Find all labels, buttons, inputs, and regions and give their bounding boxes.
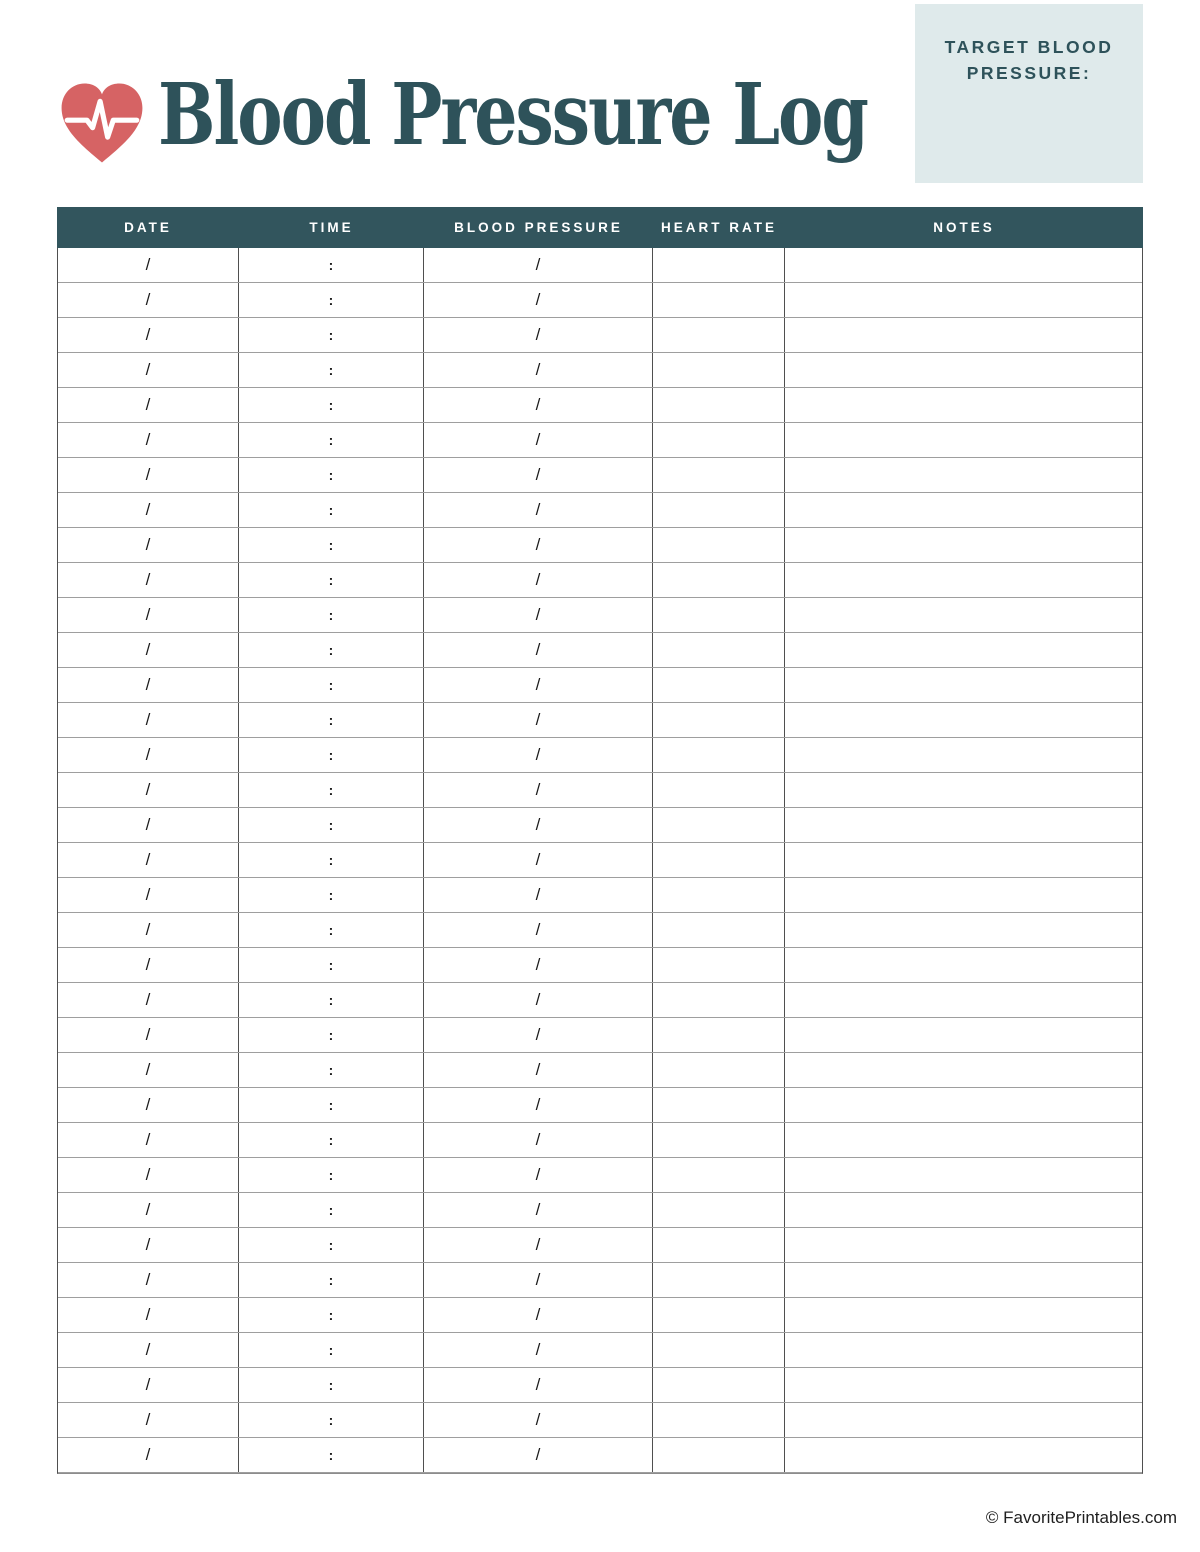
blood-pressure-cell[interactable]: / — [424, 1193, 653, 1227]
notes-cell[interactable] — [785, 1368, 1142, 1402]
notes-cell[interactable] — [785, 318, 1142, 352]
heart-rate-cell[interactable] — [653, 668, 785, 702]
blood-pressure-cell[interactable]: / — [424, 1368, 653, 1402]
table-row — [58, 1333, 1142, 1368]
heart-rate-cell[interactable] — [653, 843, 785, 877]
column-header-date: DATE — [124, 220, 172, 235]
time-cell[interactable]: : — [239, 843, 424, 877]
table-row — [58, 1088, 1142, 1123]
notes-cell[interactable] — [785, 458, 1142, 492]
table-row — [58, 1298, 1142, 1333]
table-row — [58, 633, 1142, 668]
table-row — [58, 1438, 1142, 1473]
time-cell[interactable]: : — [239, 1193, 424, 1227]
table-row — [58, 843, 1142, 878]
blood-pressure-cell[interactable]: / — [424, 1088, 653, 1122]
notes-cell[interactable] — [785, 1018, 1142, 1052]
time-cell[interactable]: : — [239, 773, 424, 807]
time-cell[interactable]: : — [239, 1158, 424, 1192]
date-cell[interactable]: / — [58, 633, 239, 667]
blood-pressure-cell[interactable]: / — [424, 738, 653, 772]
blood-pressure-cell[interactable]: / — [424, 1403, 653, 1437]
time-cell[interactable]: : — [239, 1333, 424, 1367]
table-row — [58, 1228, 1142, 1263]
notes-cell[interactable] — [785, 808, 1142, 842]
blood-pressure-cell[interactable]: / — [424, 423, 653, 457]
footer-credit: © FavoritePrintables.com — [985, 1508, 1177, 1527]
date-cell[interactable]: / — [58, 703, 239, 737]
date-cell[interactable]: / — [58, 388, 239, 422]
blood-pressure-cell[interactable]: / — [424, 1228, 653, 1262]
blood-pressure-cell[interactable]: / — [424, 1123, 653, 1157]
table-row — [58, 1193, 1142, 1228]
date-cell[interactable]: / — [58, 563, 239, 597]
notes-cell[interactable] — [785, 598, 1142, 632]
time-cell[interactable]: : — [239, 598, 424, 632]
date-cell[interactable]: / — [58, 1298, 239, 1332]
heart-rate-cell[interactable] — [653, 633, 785, 667]
time-cell[interactable]: : — [239, 1368, 424, 1402]
table-row — [58, 1053, 1142, 1088]
table-row — [58, 423, 1142, 458]
date-cell[interactable]: / — [58, 353, 239, 387]
heart-rate-cell[interactable] — [653, 528, 785, 562]
time-cell[interactable]: : — [239, 633, 424, 667]
notes-cell[interactable] — [785, 423, 1142, 457]
blood-pressure-cell[interactable]: / — [424, 1298, 653, 1332]
blood-pressure-cell[interactable]: / — [424, 668, 653, 702]
blood-pressure-cell[interactable]: / — [424, 1053, 653, 1087]
heart-rate-cell[interactable] — [653, 1438, 785, 1472]
table-row — [58, 983, 1142, 1018]
date-cell[interactable]: / — [58, 1333, 239, 1367]
time-cell[interactable]: : — [239, 983, 424, 1017]
time-cell[interactable]: : — [239, 808, 424, 842]
table-body — [57, 248, 1143, 1474]
heart-rate-cell[interactable] — [653, 248, 785, 282]
blood-pressure-cell[interactable]: / — [424, 983, 653, 1017]
notes-cell[interactable] — [785, 1438, 1142, 1472]
time-cell[interactable]: : — [239, 1438, 424, 1472]
table-header-row — [57, 207, 1143, 248]
notes-cell[interactable] — [785, 1403, 1142, 1437]
blood-pressure-cell[interactable]: / — [424, 773, 653, 807]
date-cell[interactable]: / — [58, 423, 239, 457]
column-header-heart-rate: HEART RATE — [661, 220, 777, 235]
notes-cell[interactable] — [785, 493, 1142, 527]
table-row — [58, 353, 1142, 388]
table-row — [58, 913, 1142, 948]
table-row — [58, 598, 1142, 633]
table-row — [58, 318, 1142, 353]
heart-rate-cell[interactable] — [653, 1368, 785, 1402]
date-cell[interactable]: / — [58, 1053, 239, 1087]
time-cell[interactable]: : — [239, 1053, 424, 1087]
table-row — [58, 808, 1142, 843]
time-cell[interactable]: : — [239, 1228, 424, 1262]
heart-rate-cell[interactable] — [653, 1403, 785, 1437]
notes-cell[interactable] — [785, 1088, 1142, 1122]
blood-pressure-cell[interactable]: / — [424, 948, 653, 982]
heart-rate-cell[interactable] — [653, 1053, 785, 1087]
table-row — [58, 1158, 1142, 1193]
heart-rate-cell[interactable] — [653, 773, 785, 807]
heart-rate-cell[interactable] — [653, 878, 785, 912]
time-cell[interactable]: : — [239, 528, 424, 562]
table-row — [58, 738, 1142, 773]
date-cell[interactable]: / — [58, 738, 239, 772]
date-cell[interactable]: / — [58, 1123, 239, 1157]
notes-cell[interactable] — [785, 878, 1142, 912]
time-cell[interactable]: : — [239, 423, 424, 457]
blood-pressure-cell[interactable]: / — [424, 388, 653, 422]
notes-cell[interactable] — [785, 1263, 1142, 1297]
blood-pressure-cell[interactable]: / — [424, 598, 653, 632]
notes-cell[interactable] — [785, 668, 1142, 702]
table-row — [58, 878, 1142, 913]
time-cell[interactable]: : — [239, 388, 424, 422]
time-cell[interactable]: : — [239, 703, 424, 737]
heart-rate-cell[interactable] — [653, 388, 785, 422]
heart-pulse-icon — [55, 74, 149, 172]
target-blood-pressure-box — [915, 4, 1143, 183]
time-cell[interactable]: : — [239, 318, 424, 352]
table-row — [58, 1368, 1142, 1403]
notes-cell[interactable] — [785, 738, 1142, 772]
date-cell[interactable]: / — [58, 668, 239, 702]
table-row — [58, 1403, 1142, 1438]
time-cell[interactable]: : — [239, 738, 424, 772]
table-row — [58, 703, 1142, 738]
date-cell[interactable]: / — [58, 458, 239, 492]
blood-pressure-cell[interactable]: / — [424, 283, 653, 317]
blood-pressure-cell[interactable]: / — [424, 843, 653, 877]
blood-pressure-cell[interactable]: / — [424, 248, 653, 282]
date-cell[interactable]: / — [58, 843, 239, 877]
notes-cell[interactable] — [785, 1298, 1142, 1332]
heart-rate-cell[interactable] — [653, 1263, 785, 1297]
blood-pressure-cell[interactable]: / — [424, 1018, 653, 1052]
table-row — [58, 1018, 1142, 1053]
heart-rate-cell[interactable] — [653, 563, 785, 597]
date-cell[interactable]: / — [58, 493, 239, 527]
heart-rate-cell[interactable] — [653, 808, 785, 842]
table-row — [58, 773, 1142, 808]
heart-rate-cell[interactable] — [653, 1333, 785, 1367]
notes-cell[interactable] — [785, 1123, 1142, 1157]
time-cell[interactable]: : — [239, 1123, 424, 1157]
time-cell[interactable]: : — [239, 563, 424, 597]
time-cell[interactable]: : — [239, 668, 424, 702]
column-header-blood-pressure: BLOOD PRESSURE — [454, 220, 623, 235]
date-cell[interactable]: / — [58, 1193, 239, 1227]
blood-pressure-cell[interactable]: / — [424, 318, 653, 352]
heart-rate-cell[interactable] — [653, 948, 785, 982]
heart-rate-cell[interactable] — [653, 318, 785, 352]
notes-cell[interactable] — [785, 248, 1142, 282]
notes-cell[interactable] — [785, 983, 1142, 1017]
notes-cell[interactable] — [785, 948, 1142, 982]
heart-rate-cell[interactable] — [653, 1158, 785, 1192]
table-row — [58, 668, 1142, 703]
date-cell[interactable]: / — [58, 1368, 239, 1402]
blood-pressure-cell[interactable]: / — [424, 808, 653, 842]
notes-cell[interactable] — [785, 528, 1142, 562]
blood-pressure-log-table — [57, 207, 1143, 1474]
notes-cell[interactable] — [785, 1333, 1142, 1367]
notes-cell[interactable] — [785, 1053, 1142, 1087]
blood-pressure-cell[interactable]: / — [424, 633, 653, 667]
notes-cell[interactable] — [785, 913, 1142, 947]
blood-pressure-cell[interactable]: / — [424, 913, 653, 947]
heart-rate-cell[interactable] — [653, 1298, 785, 1332]
time-cell[interactable]: : — [239, 1263, 424, 1297]
notes-cell[interactable] — [785, 703, 1142, 737]
heart-rate-cell[interactable] — [653, 1088, 785, 1122]
date-cell[interactable]: / — [58, 318, 239, 352]
date-cell[interactable]: / — [58, 598, 239, 632]
date-cell[interactable]: / — [58, 913, 239, 947]
table-row — [58, 1123, 1142, 1158]
page-title: Blood Pressure Log — [158, 64, 867, 166]
heart-rate-cell[interactable] — [653, 353, 785, 387]
table-row — [58, 1263, 1142, 1298]
time-cell[interactable]: : — [239, 493, 424, 527]
date-cell[interactable]: / — [58, 1018, 239, 1052]
notes-cell[interactable] — [785, 283, 1142, 317]
heart-rate-cell[interactable] — [653, 1123, 785, 1157]
blood-pressure-cell[interactable]: / — [424, 353, 653, 387]
time-cell[interactable]: : — [239, 913, 424, 947]
notes-cell[interactable] — [785, 1158, 1142, 1192]
blood-pressure-cell[interactable]: / — [424, 1333, 653, 1367]
column-header-notes: NOTES — [933, 220, 995, 235]
date-cell[interactable]: / — [58, 1228, 239, 1262]
blood-pressure-cell[interactable]: / — [424, 563, 653, 597]
blood-pressure-cell[interactable]: / — [424, 458, 653, 492]
table-row — [58, 458, 1142, 493]
date-cell[interactable]: / — [58, 1158, 239, 1192]
date-cell[interactable]: / — [58, 248, 239, 282]
date-cell[interactable]: / — [58, 983, 239, 1017]
target-blood-pressure-label: TARGET BLOOD PRESSURE: — [944, 37, 1114, 83]
notes-cell[interactable] — [785, 353, 1142, 387]
heart-rate-cell[interactable] — [653, 983, 785, 1017]
date-cell[interactable]: / — [58, 1403, 239, 1437]
heart-rate-cell[interactable] — [653, 1018, 785, 1052]
notes-cell[interactable] — [785, 388, 1142, 422]
time-cell[interactable]: : — [239, 283, 424, 317]
notes-cell[interactable] — [785, 633, 1142, 667]
table-row — [58, 248, 1142, 283]
notes-cell[interactable] — [785, 1228, 1142, 1262]
time-cell[interactable]: : — [239, 948, 424, 982]
table-row — [58, 528, 1142, 563]
time-cell[interactable]: : — [239, 1298, 424, 1332]
heart-rate-cell[interactable] — [653, 1228, 785, 1262]
heart-rate-cell[interactable] — [653, 423, 785, 457]
notes-cell[interactable] — [785, 1193, 1142, 1227]
time-cell[interactable]: : — [239, 458, 424, 492]
date-cell[interactable]: / — [58, 1263, 239, 1297]
date-cell[interactable]: / — [58, 528, 239, 562]
heart-rate-cell[interactable] — [653, 913, 785, 947]
heart-rate-cell[interactable] — [653, 738, 785, 772]
time-cell[interactable]: : — [239, 1018, 424, 1052]
notes-cell[interactable] — [785, 563, 1142, 597]
time-cell[interactable]: : — [239, 1088, 424, 1122]
blood-pressure-cell[interactable]: / — [424, 1263, 653, 1297]
column-header-time: TIME — [309, 220, 354, 235]
table-row — [58, 948, 1142, 983]
time-cell[interactable]: : — [239, 248, 424, 282]
heart-rate-cell[interactable] — [653, 458, 785, 492]
table-row — [58, 493, 1142, 528]
date-cell[interactable]: / — [58, 1438, 239, 1472]
blood-pressure-cell[interactable]: / — [424, 703, 653, 737]
date-cell[interactable]: / — [58, 773, 239, 807]
date-cell[interactable]: / — [58, 878, 239, 912]
date-cell[interactable]: / — [58, 1088, 239, 1122]
heart-rate-cell[interactable] — [653, 1193, 785, 1227]
blood-pressure-cell[interactable]: / — [424, 1158, 653, 1192]
heart-rate-cell[interactable] — [653, 283, 785, 317]
table-row — [58, 388, 1142, 423]
table-row — [58, 563, 1142, 598]
blood-pressure-cell[interactable]: / — [424, 493, 653, 527]
time-cell[interactable]: : — [239, 878, 424, 912]
heart-rate-cell[interactable] — [653, 703, 785, 737]
notes-cell[interactable] — [785, 843, 1142, 877]
heart-rate-cell[interactable] — [653, 598, 785, 632]
time-cell[interactable]: : — [239, 353, 424, 387]
date-cell[interactable]: / — [58, 808, 239, 842]
blood-pressure-cell[interactable]: / — [424, 1438, 653, 1472]
blood-pressure-cell[interactable]: / — [424, 528, 653, 562]
blood-pressure-cell[interactable]: / — [424, 878, 653, 912]
time-cell[interactable]: : — [239, 1403, 424, 1437]
table-row — [58, 283, 1142, 318]
date-cell[interactable]: / — [58, 283, 239, 317]
heart-rate-cell[interactable] — [653, 493, 785, 527]
date-cell[interactable]: / — [58, 948, 239, 982]
notes-cell[interactable] — [785, 773, 1142, 807]
